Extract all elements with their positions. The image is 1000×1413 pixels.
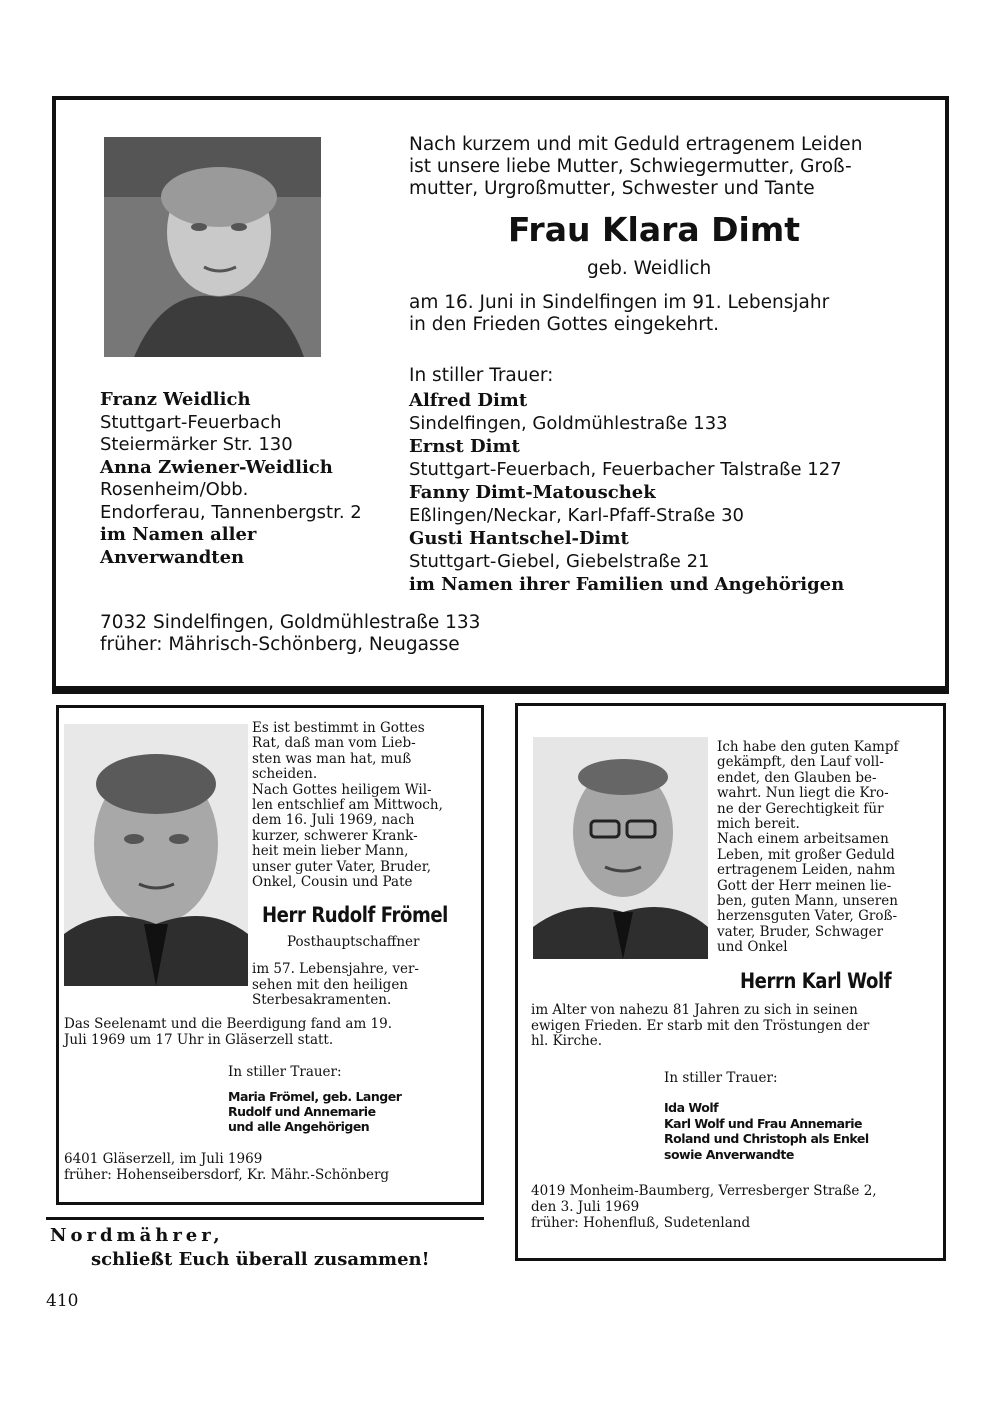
mourners (664, 1100, 869, 1162)
right-mourners (409, 389, 844, 596)
death-text (531, 1003, 869, 1050)
mourner-address: Endorferau, Tannenbergstr. 2 (100, 501, 362, 523)
intro-line: unser guter Vater, Bruder, (252, 858, 432, 875)
mourner-line: Karl Wolf und Frau Annemarie (664, 1115, 862, 1131)
mourner-line: Ida Wolf (664, 1100, 719, 1115)
mourning-label: In stiller Trauer: (228, 1064, 342, 1080)
mourner-address: Stuttgart-Giebel, Giebelstraße 21 (409, 551, 710, 572)
mourner-name: Franz Weidlich (100, 389, 251, 410)
portrait-illustration (533, 737, 708, 959)
intro-line: dem 16. Juli 1969, nach (252, 812, 415, 829)
intro-line: Nach kurzem und mit Geduld ertragenem Leiden (409, 134, 863, 155)
page-number: 410 (46, 1291, 79, 1311)
death-line: hl. Kirche. (531, 1033, 602, 1049)
address-line: früher: Hohenseibersdorf, Kr. Mähr.-Schönberg (64, 1167, 390, 1183)
intro-line: Rat, daß man vom Lieb- (252, 735, 416, 752)
left-mourners (100, 389, 362, 569)
mourner-name: Alfred Dimt (409, 390, 528, 411)
intro-line: len entschlief am Mittwoch, (252, 797, 443, 814)
intro-text (252, 721, 470, 890)
portrait-photo (104, 137, 321, 357)
mourning-label: In stiller Trauer: (664, 1070, 778, 1086)
intro-line: vater, Bruder, Schwager (717, 923, 884, 940)
mourner-address: Rosenheim/Obb. (100, 479, 249, 500)
intro-text (717, 740, 898, 956)
funeral-text (64, 1017, 392, 1048)
closing-text: Anverwandten (100, 546, 245, 568)
mourner-name: Gusti Hantschel-Dimt (409, 528, 629, 549)
intro-line: ertragenem Leiden, nahm (717, 862, 896, 879)
deceased-name: Herr Rudolf Frömel (262, 903, 448, 927)
funeral-line: Juli 1969 um 17 Uhr in Gläserzell statt. (64, 1031, 334, 1048)
mourner-address: Stuttgart-Feuerbach, Feuerbacher Talstraße 127 (409, 459, 842, 480)
mourner-address: Steiermärker Str. 130 (100, 434, 293, 455)
intro-line: ist unsere liebe Mutter, Schwiegermutter, Groß- (409, 156, 852, 177)
mourners (228, 1089, 401, 1134)
mourner-line: und alle Angehörigen (228, 1119, 370, 1134)
death-line: im Alter von nahezu 81 Jahren zu sich in seinen (531, 1002, 858, 1018)
mourner-name: Fanny Dimt-Matouschek (409, 482, 656, 503)
intro-line: gekämpft, den Lauf voll- (717, 754, 884, 771)
intro-text (409, 134, 862, 200)
intro-line: ben, guten Mann, unseren (717, 893, 898, 910)
address-line: 4019 Monheim-Baumberg, Verresberger Straße 2, (531, 1183, 877, 1199)
mourner-line: Roland und Christoph als Enkel (664, 1131, 869, 1146)
notice-address (64, 1151, 389, 1183)
mourner-line: Maria Frömel, geb. Langer (228, 1089, 402, 1104)
intro-line: wahrt. Nun liegt die Kro- (717, 785, 889, 802)
age-line: im 57. Lebensjahre, ver- (252, 961, 419, 977)
mourner-name: Anna Zwiener-Weidlich (100, 456, 333, 478)
slogan-line-1: Nordmährer, (50, 1225, 224, 1246)
age-line: sehen mit den heiligen (252, 976, 409, 993)
address-line: 7032 Sindelfingen, Goldmühlestraße 133 (100, 612, 481, 633)
portrait-illustration (64, 724, 248, 986)
funeral-line: Das Seelenamt und die Beerdigung fand am 19. (64, 1016, 393, 1032)
slogan-line-2: schließt Euch überall zusammen! (91, 1249, 430, 1270)
mourner-line: Rudolf und Annemarie (228, 1104, 376, 1119)
intro-line: mich bereit. (717, 816, 800, 833)
mourner-address: Stuttgart-Feuerbach (100, 411, 282, 433)
intro-line: Onkel, Cousin und Pate (252, 874, 413, 891)
mourner-line: sowie Anverwandte (664, 1146, 794, 1162)
maiden-name: geb. Weidlich (587, 258, 712, 279)
mourner-address: Eßlingen/Neckar, Karl-Pfaff-Straße 30 (409, 505, 744, 526)
intro-line: und Onkel (717, 939, 788, 956)
portrait-photo (533, 737, 708, 959)
intro-line: ne der Gerechtigkeit für (717, 800, 884, 817)
divider (46, 1217, 484, 1220)
notice-address (531, 1183, 877, 1231)
intro-line: Es ist bestimmt in Gottes (252, 720, 425, 736)
death-line: am 16. Juni in Sindelfingen im 91. Lebensjahr (409, 292, 830, 313)
death-text (409, 292, 829, 336)
address-line: früher: Hohenfluß, Sudetenland (531, 1215, 751, 1231)
death-line: ewigen Frieden. Er starb mit den Tröstungen der (531, 1017, 870, 1034)
intro-line: herzensguten Vater, Groß- (717, 908, 898, 925)
job-title: Posthauptschaffner (287, 934, 420, 950)
address-line: 6401 Gläserzell, im Juli 1969 (64, 1151, 263, 1167)
closing-text: im Namen aller (100, 524, 257, 545)
mourner-name: Ernst Dimt (409, 436, 520, 457)
intro-line: Leben, mit großer Geduld (717, 846, 895, 863)
intro-line: heit mein lieber Mann, (252, 843, 409, 860)
intro-line: endet, den Glauben be- (717, 769, 877, 786)
deceased-name: Herrn Karl Wolf (740, 969, 892, 993)
address-line: früher: Mährisch-Schönberg, Neugasse (100, 634, 460, 655)
intro-line: mutter, Urgroßmutter, Schwester und Tante (409, 178, 815, 199)
portrait-photo (64, 724, 248, 986)
deceased-name: Frau Klara Dimt (508, 210, 801, 249)
age-line: Sterbesakramenten. (252, 992, 392, 1008)
notice-address (100, 612, 480, 656)
address-line: den 3. Juli 1969 (531, 1199, 640, 1215)
mourner-address: Sindelfingen, Goldmühlestraße 133 (409, 413, 728, 434)
intro-line: Ich habe den guten Kampf (717, 739, 899, 755)
intro-line: kurzer, schwerer Krank- (252, 827, 418, 844)
intro-line: scheiden. (252, 766, 318, 783)
age-text (252, 962, 419, 1009)
intro-line: Gott der Herr meinen lie- (717, 877, 892, 894)
intro-line: Nach Gottes heiligem Wil- (252, 781, 432, 798)
divider (52, 690, 949, 694)
death-line: in den Frieden Gottes eingekehrt. (409, 314, 719, 335)
intro-line: sten was man hat, muß (252, 750, 412, 767)
mourning-label: In stiller Trauer: (409, 365, 554, 386)
closing-text: im Namen ihrer Familien und Angehörigen (409, 574, 845, 595)
portrait-illustration (104, 137, 321, 357)
intro-line: Nach einem arbeitsamen (717, 831, 889, 848)
